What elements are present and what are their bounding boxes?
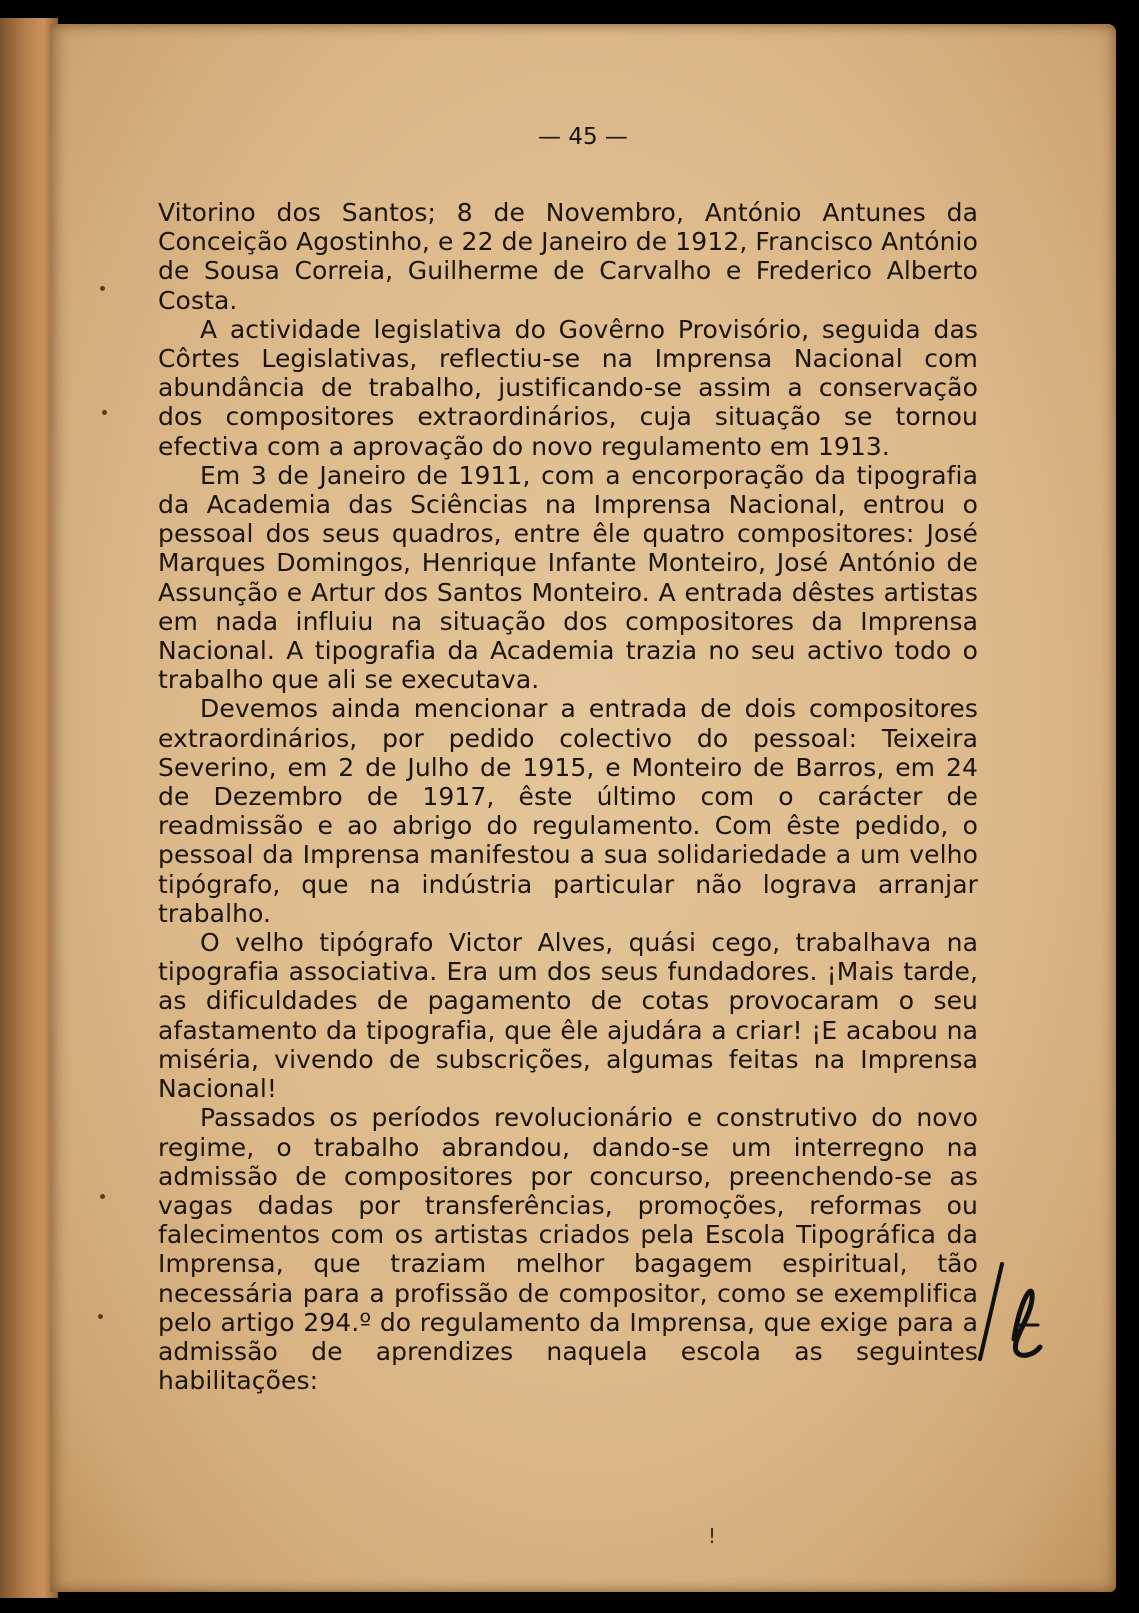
handwritten-margin-correction — [962, 1259, 1052, 1369]
paragraph-4: Devemos ainda mencionar a entrada de dois compositores extraordinários, por pedido colectivo do pessoal: Teixeira Severino, em 2 de Julho de 1915, e Monteiro de Barros, em 24 de Dezembro de 1917, êste último com o carácter de readmissão e ao abrigo do regulamento. Com êste pedido, o pessoal da Imprensa manifestou a sua solidariedade a um velho tipógrafo, que na indústria particular não lograva arranjar trabalho. — [158, 694, 978, 928]
correction-mark-icon — [962, 1259, 1052, 1369]
paragraph-5: O velho tipógrafo Victor Alves, quási cego, trabalhava na tipografia associativa. Era um dos seus fundadores. ¡Mais tarde, as dificuldades de pagamento de cotas provocaram o seu afastamento da tipografia, que êle ajudára a criar! ¡E acabou na miséria, vivendo de subscrições, algumas feitas na Imprensa Nacional! — [158, 928, 978, 1104]
paper-speck — [98, 1314, 103, 1319]
paper-speck — [100, 1194, 105, 1199]
book-page — [50, 24, 1116, 1592]
body-text — [158, 198, 978, 1395]
paragraph-6: Passados os períodos revolucionário e construtivo do novo regime, o trabalho abrandou, dando-se um interregno na admissão de compositores por concurso, preenchendo-se as vagas dadas por transferências, promoções, reformas ou falecimentos com os artistas criados pela Escola Tipográfica da Imprensa, que traziam melhor bagagem espiritual, tão necessária para a profissão de compositor, como se exemplifica pelo artigo 294.º do regulamento da Imprensa, que exige para a admissão de aprendizes naquela escola as seguintes habilitações: — [158, 1103, 978, 1396]
paragraph-2: A actividade legislativa do Govêrno Provisório, seguida das Côrtes Legislativas, reflectiu-se na Imprensa Nacional com abundância de trabalho, justificando-se assim a conservação dos compositores extraordinários, cuja situação se tornou efectiva com a aprovação do novo regulamento em 1913. — [158, 314, 978, 461]
paragraph-1: Vitorino dos Santos; 8 de Novembro, António Antunes da Conceição Agostinho, e 22 de Janeiro de 1912, Francisco António de Sousa Correia, Guilherme de Carvalho e Frederico Alberto Costa. — [158, 198, 978, 315]
paragraph-3: Em 3 de Janeiro de 1911, com a encorporação da tipografia da Academia das Sciências na Imprensa Nacional, entrou o pessoal dos seus quadros, entre êle quatro compositores: José Marques Domingos, Henrique Infante Monteiro, José António de Assunção e Artur dos Santos Monteiro. A entrada dêstes artistas em nada influiu na situação dos compositores da Imprensa Nacional. A tipografia da Academia trazia no seu activo todo o trabalho que ali se executava. — [158, 460, 978, 695]
paper-speck — [100, 286, 105, 291]
page-number: — 45 — — [538, 124, 628, 150]
paper-speck — [102, 410, 107, 415]
stray-mark: ! — [708, 1524, 717, 1548]
